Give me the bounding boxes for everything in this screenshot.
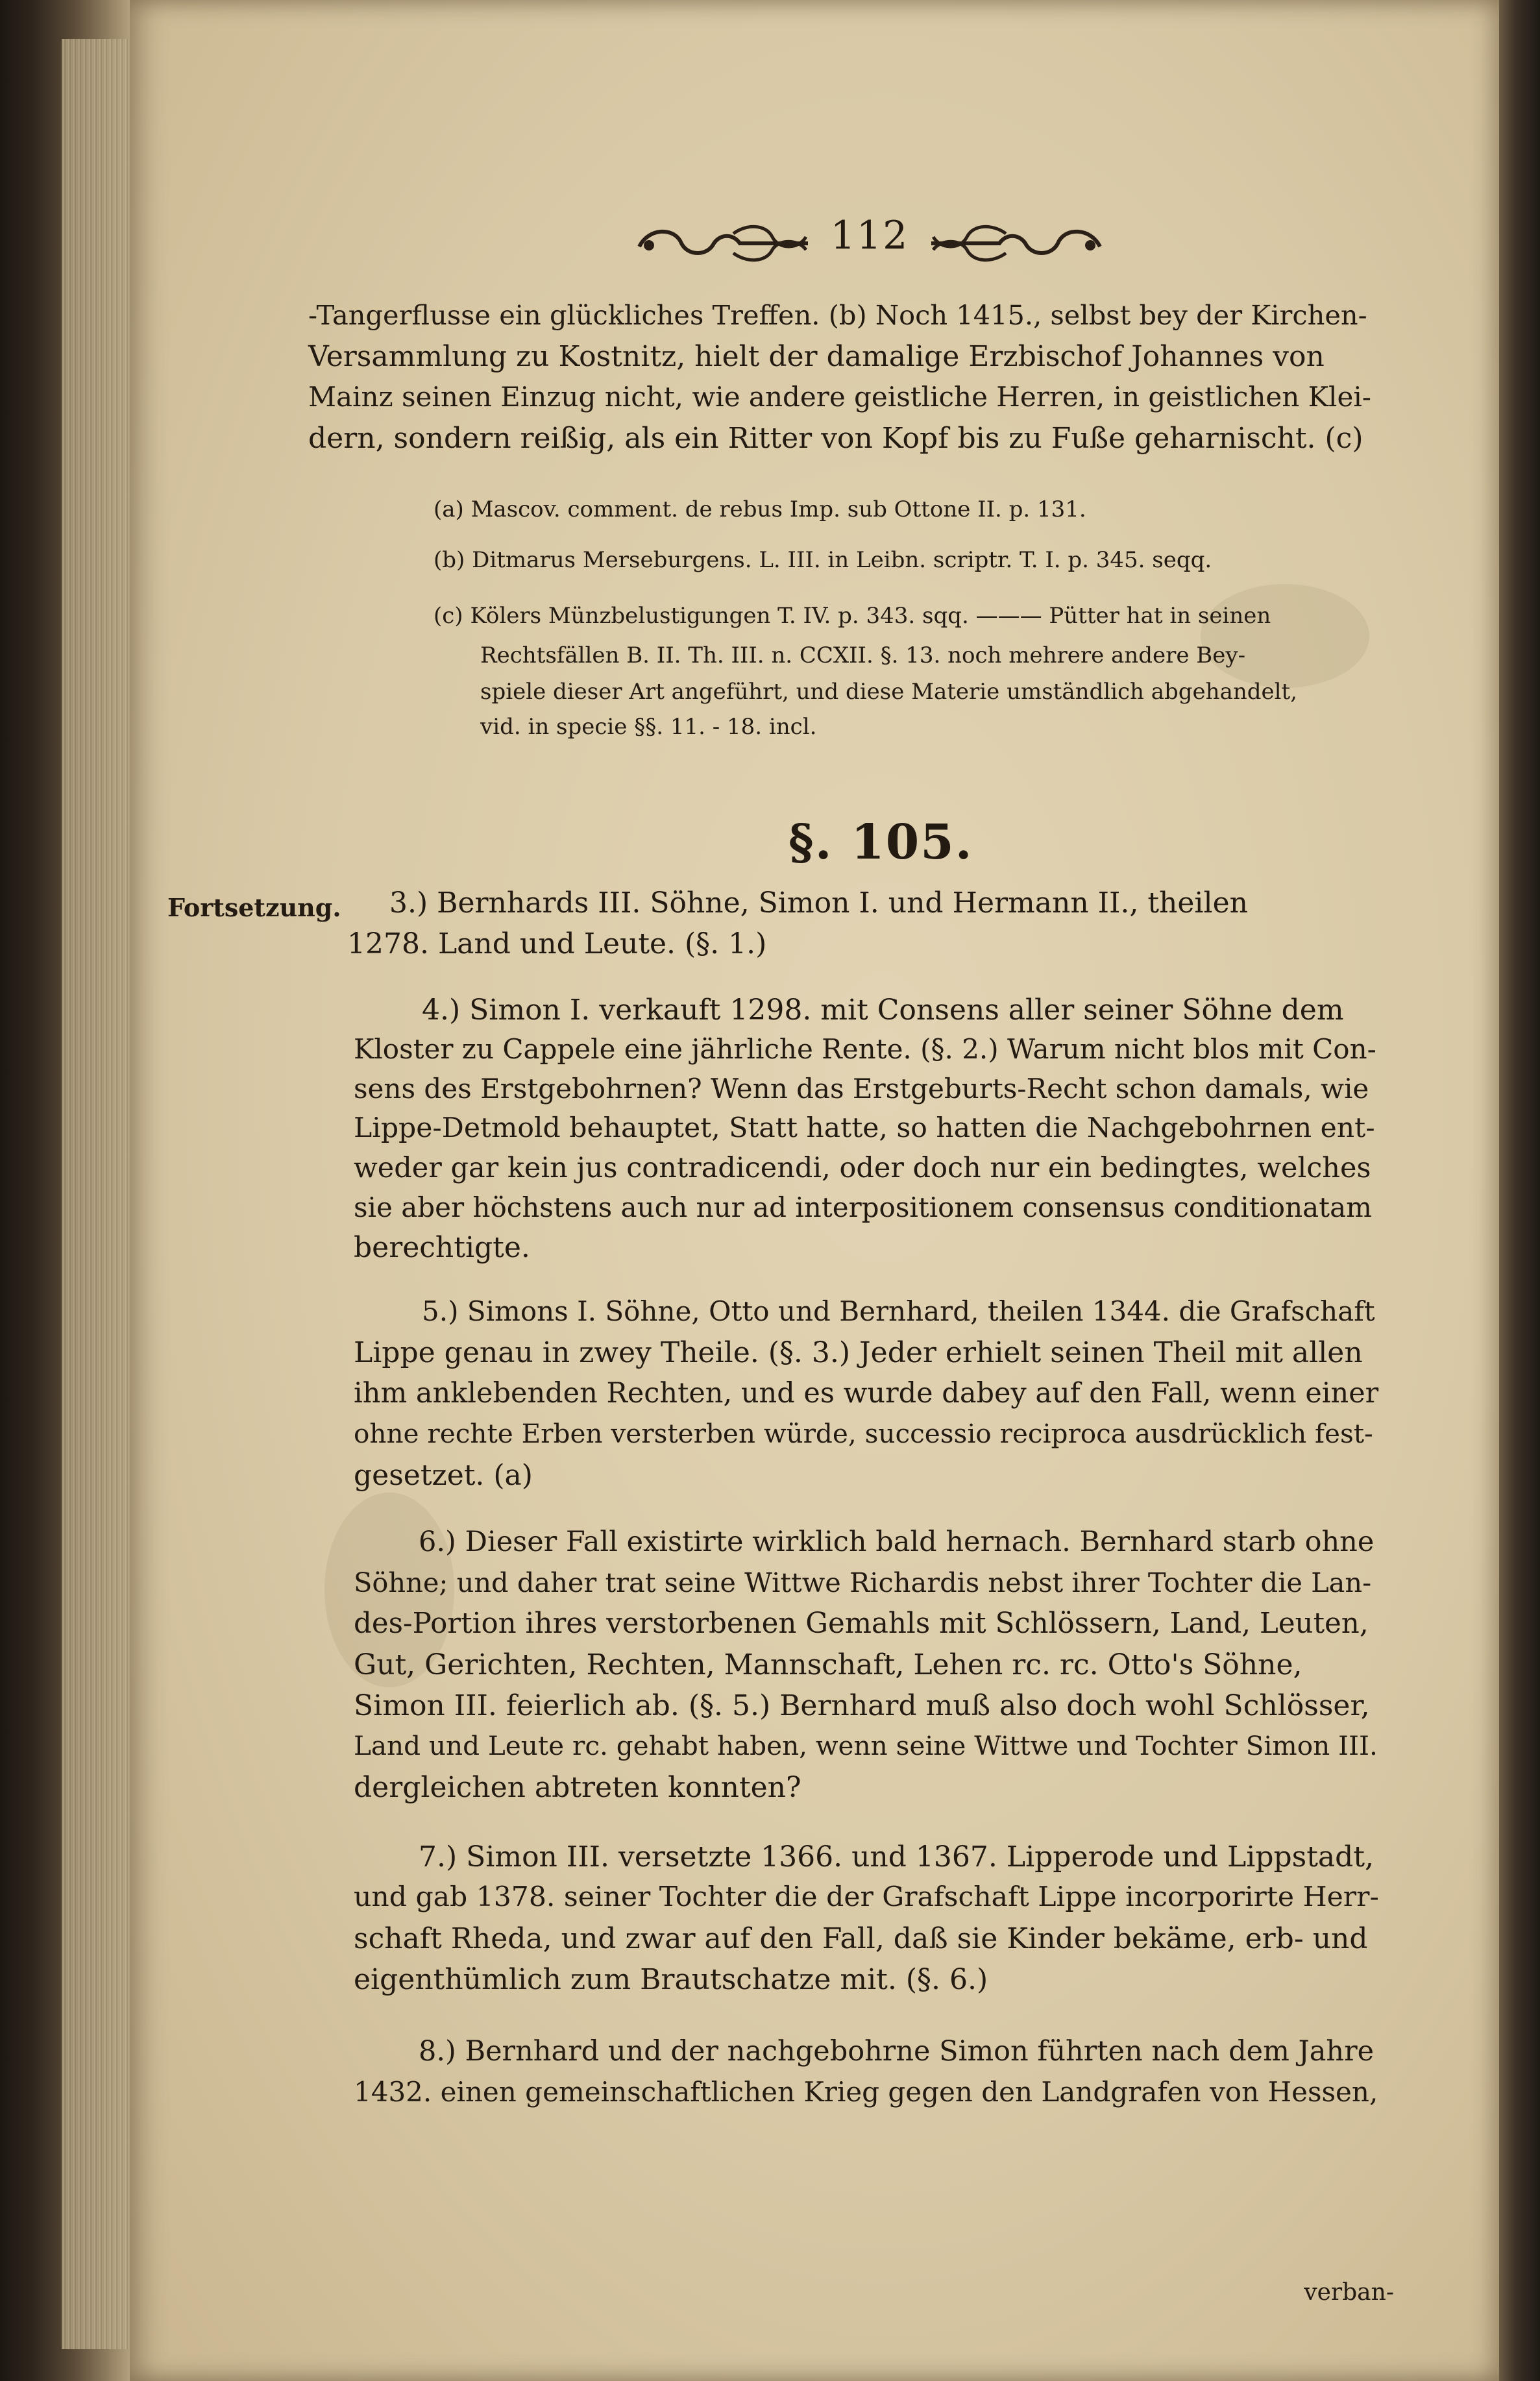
text-line: dergleichen abtreten konnten? xyxy=(354,1771,801,1804)
text-line: ohne rechte Erben versterben würde, successio reciproca ausdrücklich fest- xyxy=(354,1418,1373,1449)
text-line: ihm anklebenden Rechten, und es wurde dabey auf den Fall, wenn einer xyxy=(354,1377,1379,1410)
section-heading: §. 105. xyxy=(788,814,973,870)
footnote-a: (a) Mascov. comment. de rebus Imp. sub Ottone II. p. 131. xyxy=(434,496,1086,522)
catchword: verban- xyxy=(1304,2279,1394,2306)
text-line: Lippe-Detmold behauptet, Statt hatte, so hatten die Nachgebohrnen ent- xyxy=(354,1112,1375,1144)
margin-note: Fortsetzung. xyxy=(167,893,341,922)
text-line: Söhne; und daher trat seine Wittwe Richardis nebst ihrer Tochter die Lan- xyxy=(354,1567,1372,1598)
text-line: Mainz seinen Einzug nicht, wie andere geistliche Herren, in geistlichen Klei- xyxy=(308,381,1371,413)
left-ornament-icon xyxy=(636,221,811,266)
text-line: berechtigte. xyxy=(354,1231,530,1264)
text-line: sie aber höchstens auch nur ad interpositionem consensus conditionatam xyxy=(354,1191,1372,1223)
text-line: 3.) Bernhards III. Söhne, Simon I. und Hermann II., theilen xyxy=(389,886,1248,920)
paper-stain xyxy=(1201,584,1369,688)
text-line: 5.) Simons I. Söhne, Otto und Bernhard, theilen 1344. die Grafschaft xyxy=(422,1295,1375,1327)
text-line: 7.) Simon III. versetzte 1366. und 1367. Lipperode und Lippstadt, xyxy=(419,1840,1375,1874)
text-line: Lippe genau in zwey Theile. (§. 3.) Jeder erhielt seinen Theil mit allen xyxy=(354,1336,1363,1369)
text-line: schaft Rheda, und zwar auf den Fall, daß sie Kinder bekäme, erb- und xyxy=(354,1922,1368,1955)
text-line: 4.) Simon I. verkauft 1298. mit Consens aller seiner Söhne dem xyxy=(422,994,1344,1027)
footnote-c-cont: vid. in specie §§. 11. - 18. incl. xyxy=(480,714,817,740)
footnote-c-cont: Rechtsfällen B. II. Th. III. n. CCXII. §. 13. noch mehrere andere Bey- xyxy=(480,642,1246,668)
right-page-edge xyxy=(1499,0,1540,2381)
text-line: und gab 1378. seiner Tochter die der Grafschaft Lippe incorporirte Herr- xyxy=(354,1881,1379,1913)
right-ornament-icon xyxy=(928,221,1103,266)
text-line: weder gar kein jus contradicendi, oder doch nur ein bedingtes, welches xyxy=(354,1152,1371,1184)
text-line: Kloster zu Cappele eine jährliche Rente. (§. 2.) Warum nicht blos mit Con- xyxy=(354,1033,1376,1065)
footnote-c-cont: spiele dieser Art angeführt, und diese Materie umständlich abgehandelt, xyxy=(480,679,1297,705)
text-line: Versammlung zu Kostnitz, hielt der damalige Erzbischof Johannes von xyxy=(308,340,1325,373)
text-line: Land und Leute rc. gehabt haben, wenn seine Wittwe und Tochter Simon III. xyxy=(354,1730,1378,1761)
page-header xyxy=(636,208,1103,279)
footnote-b: (b) Ditmarus Merseburgens. L. III. in Leibn. scriptr. T. I. p. 345. seqq. xyxy=(434,547,1212,573)
text-line: dern, sondern reißig, als ein Ritter von Kopf bis zu Fuße geharnischt. (c) xyxy=(308,422,1363,455)
text-line: 8.) Bernhard und der nachgebohrne Simon führten nach dem Jahre xyxy=(419,2035,1375,2068)
text-line: sens des Erstgebohrnen? Wenn das Erstgeburts-Recht schon damals, wie xyxy=(354,1073,1369,1105)
text-line: 1432. einen gemeinschaftlichen Krieg gegen den Landgrafen von Hessen, xyxy=(354,2076,1378,2108)
footnote-c: (c) Kölers Münzbelustigungen T. IV. p. 343. sqq. ——— Pütter hat in seinen xyxy=(434,603,1271,629)
text-line: 6.) Dieser Fall existirte wirklich bald hernach. Bernhard starb ohne xyxy=(419,1526,1375,1558)
text-line: Gut, Gerichten, Rechten, Mannschaft, Lehen rc. rc. Otto's Söhne, xyxy=(354,1648,1302,1681)
text-line: 1278. Land und Leute. (§. 1.) xyxy=(347,927,767,960)
text-line: Simon III. feierlich ab. (§. 5.) Bernhard muß also doch wohl Schlösser, xyxy=(354,1689,1370,1722)
text-line: gesetzet. (a) xyxy=(354,1459,533,1492)
text-line: des-Portion ihres verstorbenen Gemahls mit Schlössern, Land, Leuten, xyxy=(354,1607,1369,1640)
text-line: -Tangerflusse ein glückliches Treffen. (b) Noch 1415., selbst bey der Kirchen- xyxy=(308,299,1367,331)
page-number: 112 xyxy=(830,213,909,258)
text-line: eigenthümlich zum Brautschatze mit. (§. 6.) xyxy=(354,1963,988,1996)
page-edges xyxy=(62,39,133,2349)
